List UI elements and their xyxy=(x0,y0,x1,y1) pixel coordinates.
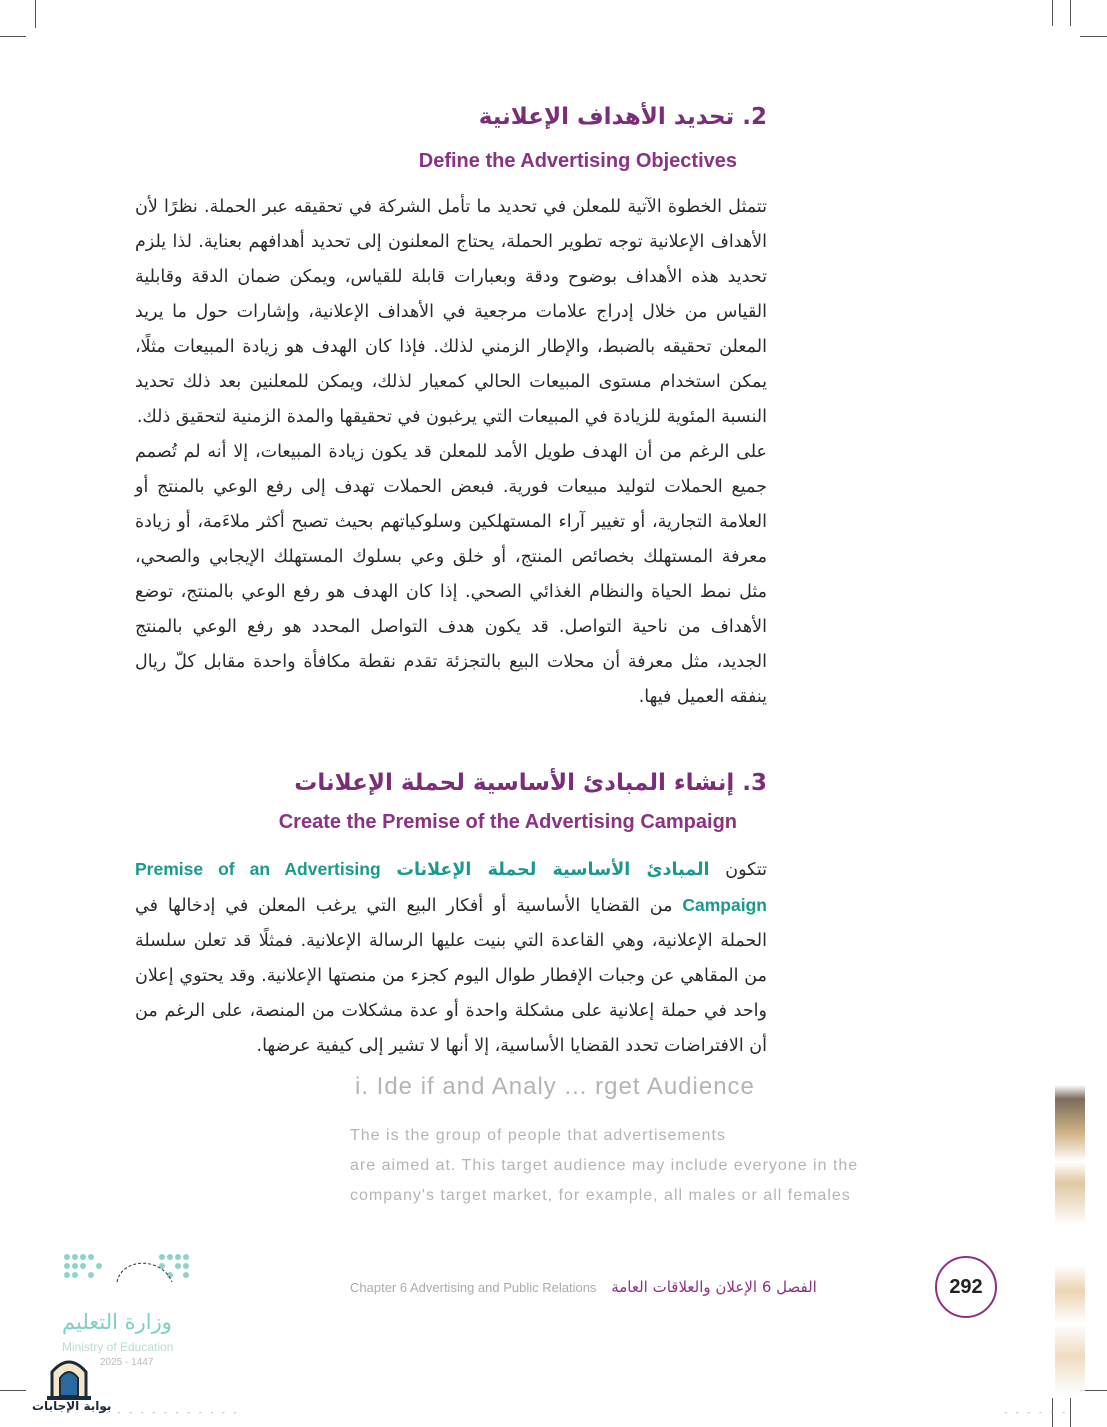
section-3-paragraph-rest: من القضايا الأساسية أو أفكار البيع التي يرغب المعلن في إدخالها في الحملة الإعلانية، وهي القاعدة التي بنيت عليها الرسالة الإعلانية. فمثلًا قد تعلن سلسلة من المقاهي عن وجبات الإفطار طوال اليوم كجزء من منصتها الإعلانية. وقد يحتوي إعلان واحد في حملة إعلانية على مشكلة واحدة أو عدة مشكلات من المنصة، على الرغم من أن الافتراضات تحدد القضايا الأساسية، إلا أنها لا تشير إلى كيفية عرضها. xyxy=(135,896,767,1056)
page-number-badge xyxy=(935,1256,997,1318)
ministry-year: 2025 - 1447 xyxy=(100,1357,154,1368)
crop-mark xyxy=(1070,1398,1071,1427)
term-ar: المبادئ الأساسية لحملة الإعلانات xyxy=(396,860,710,880)
section-2-title-en: Define the Advertising Objectives xyxy=(418,150,737,172)
print-slug: - - - - - - - - - - - - xyxy=(105,1409,239,1418)
section-2-paragraph-2: على الرغم من أن الهدف طويل الأمد للمعلن قد يكون زيادة المبيعات، إلا أنه لم تُصمم جميع الحملات لتوليد مبيعات فورية. فبعض الحملات تهدف إلى رفع الوعي بالمنتج أو العلامة التجارية، أو تغيير آراء المستهلكين وسلوكياتهم بحيث تصبح أكثر ملاءَمة، أو زيادة معرفة المستهلك بخصائص المنتج، أو خلق وعي بسلوك المستهلك الإيجابي والصحي، مثل نمط الحياة والنظام الغذائي الصحي. إذا كان الهدف هو رفع الوعي بالمنتج، توضع الأهداف من ناحية التواصل. قد يكون هدف التواصل المحدد هو رفع الوعي بالمنتج الجديد، مثل معرفة أن محلات البيع بالتجزئة تقدم نقطة مكافأة واحدة مقابل كلّ ريال ينفقه العميل فيها. xyxy=(135,442,767,707)
section-2-title-ar: 2. تحديد الأهداف الإعلانية xyxy=(478,104,767,130)
page-number: 292 xyxy=(949,1275,983,1298)
edge-image-fragment xyxy=(1055,1085,1085,1225)
ministry-name-ar: وزارة التعليم xyxy=(62,1310,172,1334)
crop-mark xyxy=(1080,36,1107,37)
section-2-body xyxy=(135,190,767,715)
lead-word: تتكون xyxy=(725,860,767,880)
ghost-line: company's target market, for example, all males or all females xyxy=(350,1187,851,1204)
ghost-heading: i. Ide if and Analy ... rget Audience xyxy=(355,1073,755,1100)
crop-mark xyxy=(1070,0,1071,26)
section-3-title-en: Create the Premise of the Advertising Campaign xyxy=(278,811,737,833)
print-slug: - - - - - - xyxy=(1003,1409,1067,1418)
crop-mark xyxy=(0,36,26,37)
chapter-label-ar: الفصل 6 الإعلان والعلاقات العامة xyxy=(611,1278,817,1296)
ghost-line: are aimed at. This target audience may include everyone in the xyxy=(350,1157,859,1174)
section-3-title-ar: 3. إنشاء المبادئ الأساسية لحملة الإعلانات xyxy=(294,770,767,796)
ghost-line: The is the group of people that advertisements xyxy=(350,1127,726,1144)
section-2-paragraph-1: تتمثل الخطوة الآتية للمعلن في تحديد ما تأمل الشركة في تحقيقه عبر الحملة. نظرًا لأن الأهداف الإعلانية توجه تطوير الحملة، يحتاج المعلنون إلى تحديد أهدافهم بعناية. لذا يلزم تحديد هذه الأهداف بوضوح ودقة وبعبارات قابلة للقياس، ويمكن ضمان الدقة وقابلية القياس من خلال إدراج علامات مرجعية في الأهداف الإعلانية، وإشارات حول ما يريد المعلن تحقيقه بالضبط، والإطار الزمني لذلك. فإذا كان الهدف هو زيادة المبيعات مثلًا، يمكن استخدام مستوى المبيعات الحالي كمعيار لذلك، ويمكن للمعلنين بعد ذلك تحديد النسبة المئوية للزيادة في المبيعات التي يرغبون في تحقيقها والمدة الزمنية لتحقيق ذلك. xyxy=(135,197,767,427)
crop-mark xyxy=(35,0,36,28)
chapter-label-en: Chapter 6 Advertising and Public Relations xyxy=(350,1280,597,1295)
chapter-footer xyxy=(350,1278,817,1296)
term-en: Premise of an Advertising Campaign xyxy=(135,859,767,915)
section-3-body xyxy=(135,852,767,1064)
ministry-logo-dots-icon xyxy=(62,1252,197,1292)
edge-image-fragment xyxy=(1055,1265,1085,1395)
crop-mark xyxy=(1052,0,1053,26)
section-3-paragraph xyxy=(135,852,767,1064)
site-name: بوابة الإجابات xyxy=(32,1399,112,1413)
crop-mark xyxy=(0,1390,26,1391)
ministry-name-en: Ministry of Education xyxy=(62,1340,174,1354)
